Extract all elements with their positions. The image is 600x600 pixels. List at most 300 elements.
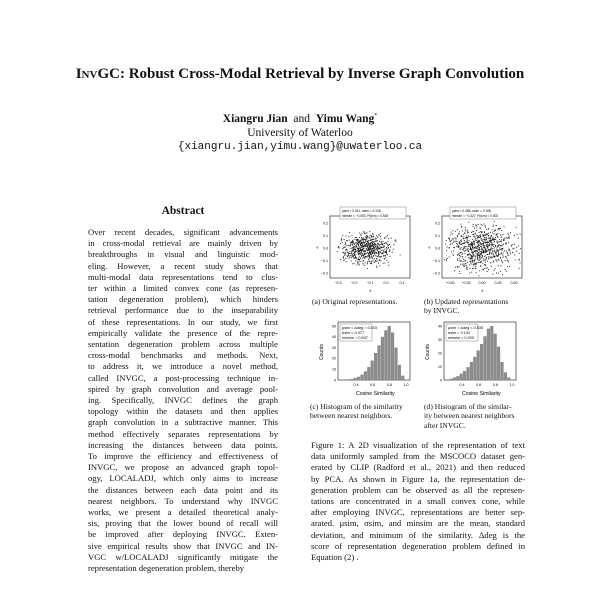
scatter-point <box>450 234 451 235</box>
scatter-point <box>366 256 367 257</box>
scatter-point <box>496 241 497 242</box>
scatter-point <box>488 242 489 243</box>
histogram-bar <box>487 329 490 380</box>
scatter-point <box>444 259 445 260</box>
panel-a-xticks <box>334 281 404 285</box>
scatter-point <box>359 252 360 253</box>
abstract-line: VGC w/LOCALADJ significantly mitigate the <box>88 551 278 562</box>
scatter-point <box>487 254 488 255</box>
scatter-point <box>365 244 366 245</box>
scatter-point <box>370 263 371 264</box>
scatter-point <box>475 264 476 265</box>
scatter-point <box>367 262 368 263</box>
scatter-point <box>363 256 364 257</box>
histogram-panel-d <box>424 318 520 398</box>
scatter-point <box>464 261 465 262</box>
figure-caption-line: tations are concentrated in a small convex cone, while <box>311 496 525 507</box>
scatter-point <box>520 248 521 249</box>
scatter-point <box>478 244 479 245</box>
scatter-point <box>345 242 346 243</box>
scatter-point <box>354 243 355 244</box>
scatter-point <box>458 266 459 267</box>
scatter-point <box>342 248 343 249</box>
scatter-point <box>369 251 370 252</box>
scatter-point <box>350 244 351 245</box>
scatter-point <box>465 229 466 230</box>
scatter-point <box>484 232 485 233</box>
scatter-point <box>381 247 382 248</box>
scatter-point <box>472 262 473 263</box>
scatter-point <box>355 237 356 238</box>
scatter-point <box>497 247 498 248</box>
scatter-point <box>458 233 459 234</box>
scatter-point <box>490 232 491 233</box>
scatter-point <box>390 246 391 247</box>
scatter-point <box>377 259 378 260</box>
scatter-point <box>464 246 465 247</box>
scatter-point <box>469 264 470 265</box>
scatter-point <box>366 249 367 250</box>
scatter-point <box>363 257 364 258</box>
yticks-d-tick: 20 <box>438 351 442 356</box>
scatter-point <box>452 243 453 244</box>
scatter-point <box>348 236 349 237</box>
scatter-point <box>493 262 494 263</box>
scatter-point <box>453 255 454 256</box>
xticks-b-tick: 0.25 <box>494 281 502 285</box>
scatter-point <box>478 275 479 276</box>
scatter-point <box>381 256 382 257</box>
scatter-point <box>344 255 345 256</box>
scatter-point <box>379 235 380 236</box>
scatter-point <box>384 243 385 244</box>
scatter-point <box>510 232 511 233</box>
scatter-point <box>393 244 394 245</box>
scatter-point <box>377 244 378 245</box>
scatter-point <box>467 262 468 263</box>
scatter-point <box>366 243 367 244</box>
scatter-point <box>342 235 343 236</box>
abstract-line: the distances between each data point and its <box>88 484 278 495</box>
scatter-point <box>474 250 475 251</box>
scatter-point <box>457 259 458 260</box>
scatter-point <box>472 243 473 244</box>
scatter-point <box>508 248 509 249</box>
scatter-point <box>477 253 478 254</box>
scatter-point <box>341 238 342 239</box>
scatter-point <box>379 245 380 246</box>
yticks-a-tick: 0.0 <box>323 246 328 251</box>
scatter-point <box>376 256 377 257</box>
scatter-point <box>367 237 368 238</box>
scatter-point <box>519 259 520 260</box>
scatter-point <box>377 256 378 257</box>
scatter-point <box>463 236 464 237</box>
scatter-point <box>501 237 502 238</box>
scatter-point <box>361 255 362 256</box>
scatter-point <box>485 255 486 256</box>
scatter-point <box>449 256 450 257</box>
scatter-point <box>357 259 358 260</box>
scatter-point <box>479 245 480 246</box>
scatter-point <box>450 244 451 245</box>
scatter-point <box>356 258 357 259</box>
scatter-point <box>468 257 469 258</box>
scatter-point <box>362 243 363 244</box>
scatter-point <box>493 233 494 234</box>
panel-c-xticks <box>354 383 409 387</box>
histogram-bar <box>500 362 503 380</box>
scatter-point <box>446 246 447 247</box>
scatter-point <box>501 261 502 262</box>
scatter-point <box>467 239 468 240</box>
histogram-bar <box>364 371 367 380</box>
scatter-point <box>478 262 479 263</box>
scatter-point <box>344 247 345 248</box>
panel-a-ylabel: Y <box>316 245 319 250</box>
scatter-point <box>342 252 343 253</box>
scatter-point <box>372 253 373 254</box>
scatter-point <box>389 251 390 252</box>
scatter-point <box>496 261 497 262</box>
histogram-bar <box>460 374 463 380</box>
scatter-point <box>356 251 357 252</box>
scatter-point <box>480 236 481 237</box>
scatter-point <box>469 244 470 245</box>
scatter-point <box>352 243 353 244</box>
scatter-point <box>360 252 361 253</box>
scatter-point <box>465 260 466 261</box>
panel-d-stats2: σsim = 0.131 <box>448 331 471 335</box>
scatter-point <box>502 274 503 275</box>
scatter-point <box>493 225 494 226</box>
scatter-point <box>352 244 353 245</box>
scatter-point <box>481 248 482 249</box>
scatter-point <box>354 246 355 247</box>
scatter-point <box>357 247 358 248</box>
scatter-point <box>474 244 475 245</box>
scatter-point <box>361 261 362 262</box>
scatter-point <box>491 235 492 236</box>
yticks-d-tick: 10 <box>438 364 442 369</box>
scatter-point <box>473 254 474 255</box>
scatter-point <box>483 234 484 235</box>
scatter-point <box>511 245 512 246</box>
scatter-point <box>466 268 467 269</box>
scatter-point <box>481 261 482 262</box>
scatter-point <box>484 268 485 269</box>
scatter-point <box>486 234 487 235</box>
scatter-point <box>471 241 472 242</box>
scatter-point <box>359 237 360 238</box>
scatter-point <box>340 243 341 244</box>
scatter-point <box>347 240 348 241</box>
scatter-point <box>481 249 482 250</box>
scatter-point <box>473 264 474 265</box>
scatter-point <box>465 227 466 228</box>
title-rest: : Robust Cross-Modal Retrieval by Inverse Graph Convolution <box>119 66 525 82</box>
scatter-point <box>452 238 453 239</box>
scatter-point <box>373 247 374 248</box>
scatter-point <box>375 252 376 253</box>
scatter-point <box>506 258 507 259</box>
scatter-point <box>348 252 349 253</box>
scatter-point <box>377 240 378 241</box>
yticks-d-tick: 0 <box>440 378 442 383</box>
scatter-point <box>519 253 520 254</box>
scatter-point <box>482 225 483 226</box>
scatter-point <box>367 268 368 269</box>
scatter-point <box>497 233 498 234</box>
scatter-point <box>351 260 352 261</box>
scatter-point <box>504 240 505 241</box>
scatter-point <box>374 253 375 254</box>
scatter-point <box>518 238 519 239</box>
panel-d-stats3: minsim = 0.293 <box>448 336 474 340</box>
scatter-point <box>468 235 469 236</box>
scatter-point <box>470 259 471 260</box>
scatter-point <box>493 231 494 232</box>
histogram-bar <box>377 345 380 380</box>
scatter-point <box>379 246 380 247</box>
yticks-c-tick: 40 <box>332 335 336 340</box>
scatter-point <box>460 249 461 250</box>
abstract-line: to address it, we introduce a novel method, <box>88 361 278 372</box>
scatter-point <box>353 249 354 250</box>
scatter-point <box>372 250 373 251</box>
scatter-point <box>505 242 506 243</box>
scatter-point <box>464 233 465 234</box>
scatter-point <box>453 242 454 243</box>
histogram-panel-c <box>318 318 414 398</box>
abstract-line: ter within a limited convex cone (as represen- <box>88 283 278 294</box>
scatter-point <box>387 249 388 250</box>
scatter-point <box>367 243 368 244</box>
title-method: InvGC <box>75 66 120 82</box>
scatter-point <box>372 252 373 253</box>
scatter-point <box>471 244 472 245</box>
scatter-point <box>363 254 364 255</box>
scatter-point <box>364 265 365 266</box>
panel-b-stats2: minsim = −0.327, P(sim) = 0.502 <box>452 214 499 218</box>
scatter-point <box>373 234 374 235</box>
scatter-point <box>518 245 519 246</box>
scatter-point <box>354 251 355 252</box>
abstract-line: increasing the distances between data points. <box>88 439 278 450</box>
scatter-point <box>494 270 495 271</box>
panel-c-stats2: σsim = 0.077 <box>342 331 365 335</box>
scatter-point <box>373 241 374 242</box>
scatter-point <box>501 235 502 236</box>
scatter-point <box>498 259 499 260</box>
scatter-point <box>388 247 389 248</box>
scatter-point <box>352 263 353 264</box>
scatter-point <box>474 228 475 229</box>
scatter-point <box>448 238 449 239</box>
scatter-point <box>384 246 385 247</box>
scatter-point <box>493 226 494 227</box>
scatter-point <box>460 261 461 262</box>
scatter-point <box>463 265 464 266</box>
scatter-point <box>486 257 487 258</box>
scatter-point <box>481 224 482 225</box>
scatter-point <box>343 258 344 259</box>
scatter-point <box>479 262 480 263</box>
scatter-point <box>483 258 484 259</box>
scatter-point <box>507 237 508 238</box>
scatter-point <box>376 261 377 262</box>
histogram-bar <box>354 378 357 380</box>
scatter-point <box>471 255 472 256</box>
scatter-point <box>487 261 488 262</box>
caption-a: (a) Original representations. <box>312 297 398 306</box>
scatter-point <box>466 265 467 266</box>
scatter-point <box>338 247 339 248</box>
scatter-point <box>492 238 493 239</box>
panel-b-xlabel: X <box>481 288 484 293</box>
scatter-point <box>360 254 361 255</box>
scatter-point <box>365 233 366 234</box>
scatter-point <box>457 260 458 261</box>
scatter-point <box>348 253 349 254</box>
scatter-point <box>452 233 453 234</box>
scatter-point <box>501 253 502 254</box>
authors: Xiangru Jian and Yimu Wang* <box>222 113 378 125</box>
scatter-point <box>483 250 484 251</box>
scatter-point <box>507 266 508 267</box>
yticks-b-tick: −0.1 <box>432 258 440 263</box>
abstract-line: sis, proving that the lower bound of recall will <box>88 518 278 529</box>
scatter-point <box>468 240 469 241</box>
scatter-point <box>387 241 388 242</box>
panel-b-xticks <box>445 281 517 285</box>
scatter-point <box>472 248 473 249</box>
scatter-point <box>473 241 474 242</box>
scatter-point <box>472 231 473 232</box>
scatter-point <box>461 226 462 227</box>
scatter-point <box>364 246 365 247</box>
scatter-point <box>493 261 494 262</box>
scatter-point <box>474 247 475 248</box>
scatter-point <box>451 240 452 241</box>
scatter-point <box>349 232 350 233</box>
histogram-bar <box>504 372 507 380</box>
scatter-point <box>368 254 369 255</box>
scatter-point <box>347 250 348 251</box>
scatter-point <box>345 236 346 237</box>
scatter-point <box>459 242 460 243</box>
scatter-point <box>368 256 369 257</box>
paper-title <box>0 66 600 83</box>
scatter-point <box>488 237 489 238</box>
scatter-point <box>462 261 463 262</box>
scatter-point <box>345 258 346 259</box>
scatter-point <box>379 259 380 260</box>
xticks-c-tick: 0.6 <box>370 383 376 387</box>
histogram-bar <box>401 376 404 380</box>
scatter-point <box>496 250 497 251</box>
scatter-point <box>464 266 465 267</box>
scatter-point <box>488 228 489 229</box>
scatter-point <box>375 255 376 256</box>
panel-d-xlabel: Cosine Similarity <box>462 391 501 397</box>
scatter-point <box>450 241 451 242</box>
scatter-point <box>496 251 497 252</box>
scatter-point <box>362 258 363 259</box>
affiliation: University of Waterloo <box>247 127 353 139</box>
abstract-line: cross-modal benchmarks and methods. Next, <box>88 350 278 361</box>
scatter-point <box>377 236 378 237</box>
scatter-point <box>501 230 502 231</box>
scatter-point <box>462 243 463 244</box>
scatter-point <box>463 234 464 235</box>
scatter-point <box>492 274 493 275</box>
scatter-point <box>470 255 471 256</box>
scatter-point <box>481 253 482 254</box>
scatter-point <box>365 256 366 257</box>
scatter-point <box>497 236 498 237</box>
scatter-point <box>349 256 350 257</box>
scatter-point <box>367 241 368 242</box>
scatter-point <box>359 256 360 257</box>
scatter-point <box>382 253 383 254</box>
scatter-point <box>465 238 466 239</box>
scatter-point <box>483 251 484 252</box>
scatter-point <box>380 260 381 261</box>
scatter-point <box>476 272 477 273</box>
scatter-point <box>509 266 510 267</box>
scatter-point <box>367 263 368 264</box>
scatter-point <box>492 257 493 258</box>
scatter-point <box>363 248 364 249</box>
panel-a-xlabel: X <box>369 288 372 293</box>
scatter-point <box>477 248 478 249</box>
scatter-point <box>485 235 486 236</box>
scatter-point <box>483 236 484 237</box>
caption-d-line2: ity between nearest neighbors <box>424 411 515 421</box>
scatter-point <box>475 263 476 264</box>
scatter-point <box>479 232 480 233</box>
scatter-point <box>479 250 480 251</box>
xticks-d-tick: 0.4 <box>459 383 465 387</box>
scatter-point <box>460 252 461 253</box>
histogram-bar <box>497 347 500 380</box>
scatter-point <box>477 235 478 236</box>
figure-caption-line: arated. μsim, σsim, and minsim are the mean, standard <box>311 518 525 529</box>
scatter-point <box>481 243 482 244</box>
scatter-point <box>342 242 343 243</box>
scatter-point <box>369 237 370 238</box>
scatter-point <box>512 248 513 249</box>
scatter-point <box>467 254 468 255</box>
scatter-point <box>446 250 447 251</box>
scatter-point <box>367 246 368 247</box>
scatter-point <box>460 224 461 225</box>
scatter-point <box>474 237 475 238</box>
scatter-point <box>476 235 477 236</box>
scatter-point <box>370 235 371 236</box>
scatter-point <box>372 244 373 245</box>
scatter-point <box>376 246 377 247</box>
scatter-point <box>469 268 470 269</box>
scatter-point <box>501 241 502 242</box>
scatter-point <box>508 262 509 263</box>
scatter-point <box>337 251 338 252</box>
scatter-point <box>352 254 353 255</box>
histogram-bar <box>367 367 370 380</box>
scatter-point <box>493 239 494 240</box>
scatter-point <box>376 253 377 254</box>
